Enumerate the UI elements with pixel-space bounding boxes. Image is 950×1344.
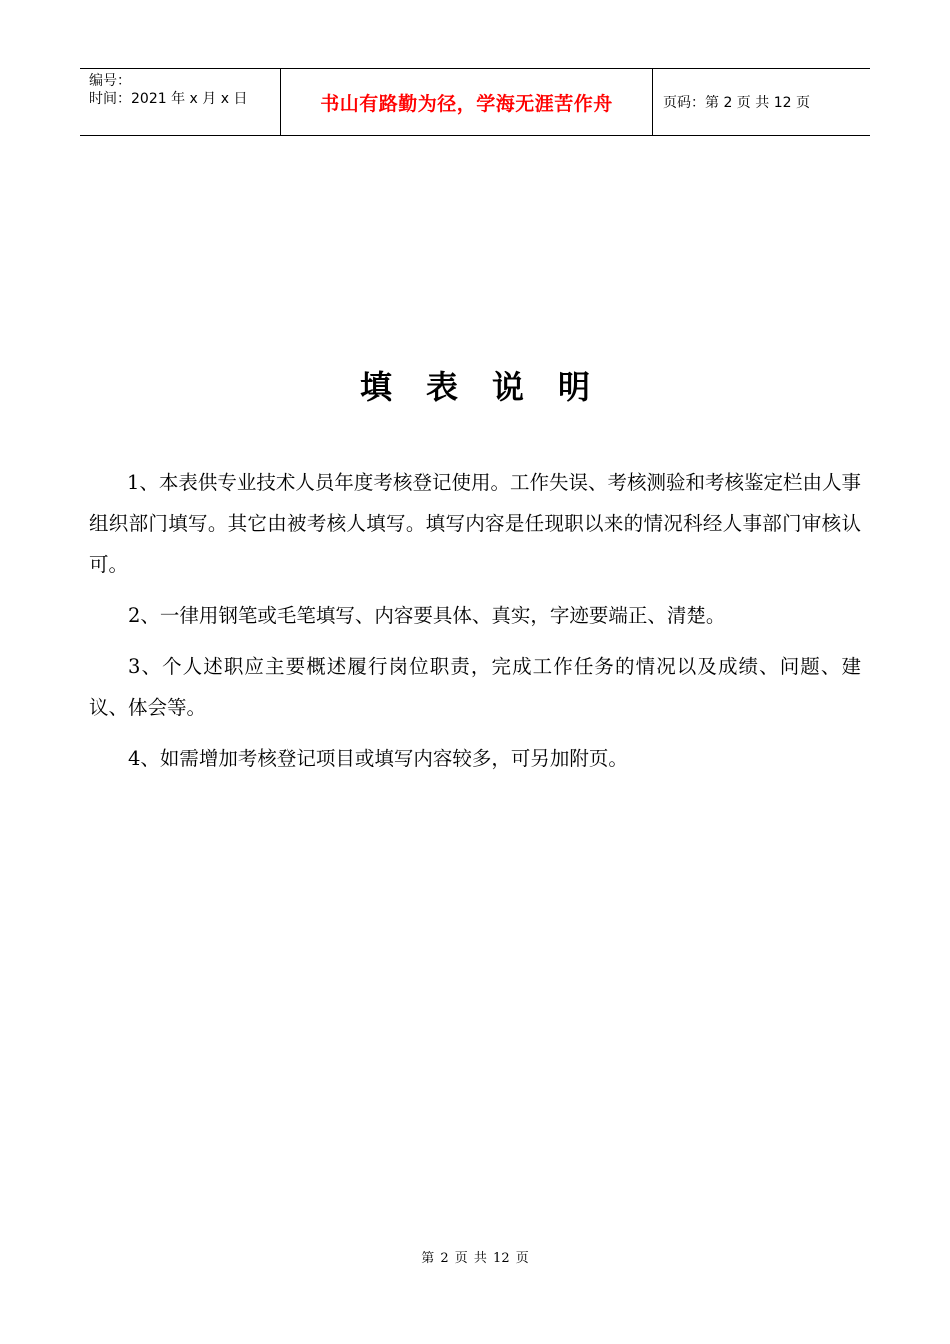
page-info: 页码：第 2 页 共 12 页: [663, 95, 810, 111]
page-footer: 第 2 页 共 12 页: [421, 1251, 529, 1266]
date-label: 时间：2021 年 x 月 x 日: [89, 91, 248, 107]
instructions: [89, 462, 861, 789]
motto: 书山有路勤为径，学海无涯苦作舟: [320, 92, 613, 115]
header-page-info-cell: [653, 69, 870, 135]
header-meta: [80, 69, 281, 135]
number-label: 编号：: [89, 73, 131, 89]
page-title: 填表说明: [359, 368, 624, 406]
instruction-paragraph-1: 1、本表供专业技术人员年度考核登记使用。工作失误、考核测验和考核鉴定栏由人事组织部门填写。其它由被考核人填写。填写内容是任现职以来的情况科经人事部门审核认可。: [89, 471, 861, 576]
instruction-paragraph-4: 4、如需增加考核登记项目或填写内容较多，可另加附页。: [128, 747, 628, 770]
instruction-paragraph-3: 3、个人述职应主要概述履行岗位职责，完成工作任务的情况以及成绩、问题、建议、体会等。: [89, 655, 861, 719]
instruction-paragraph-2: 2、一律用钢笔或毛笔填写、内容要具体、真实，字迹要端正、清楚。: [128, 604, 726, 627]
header-motto-cell: [281, 69, 653, 135]
page-header: [80, 68, 870, 136]
